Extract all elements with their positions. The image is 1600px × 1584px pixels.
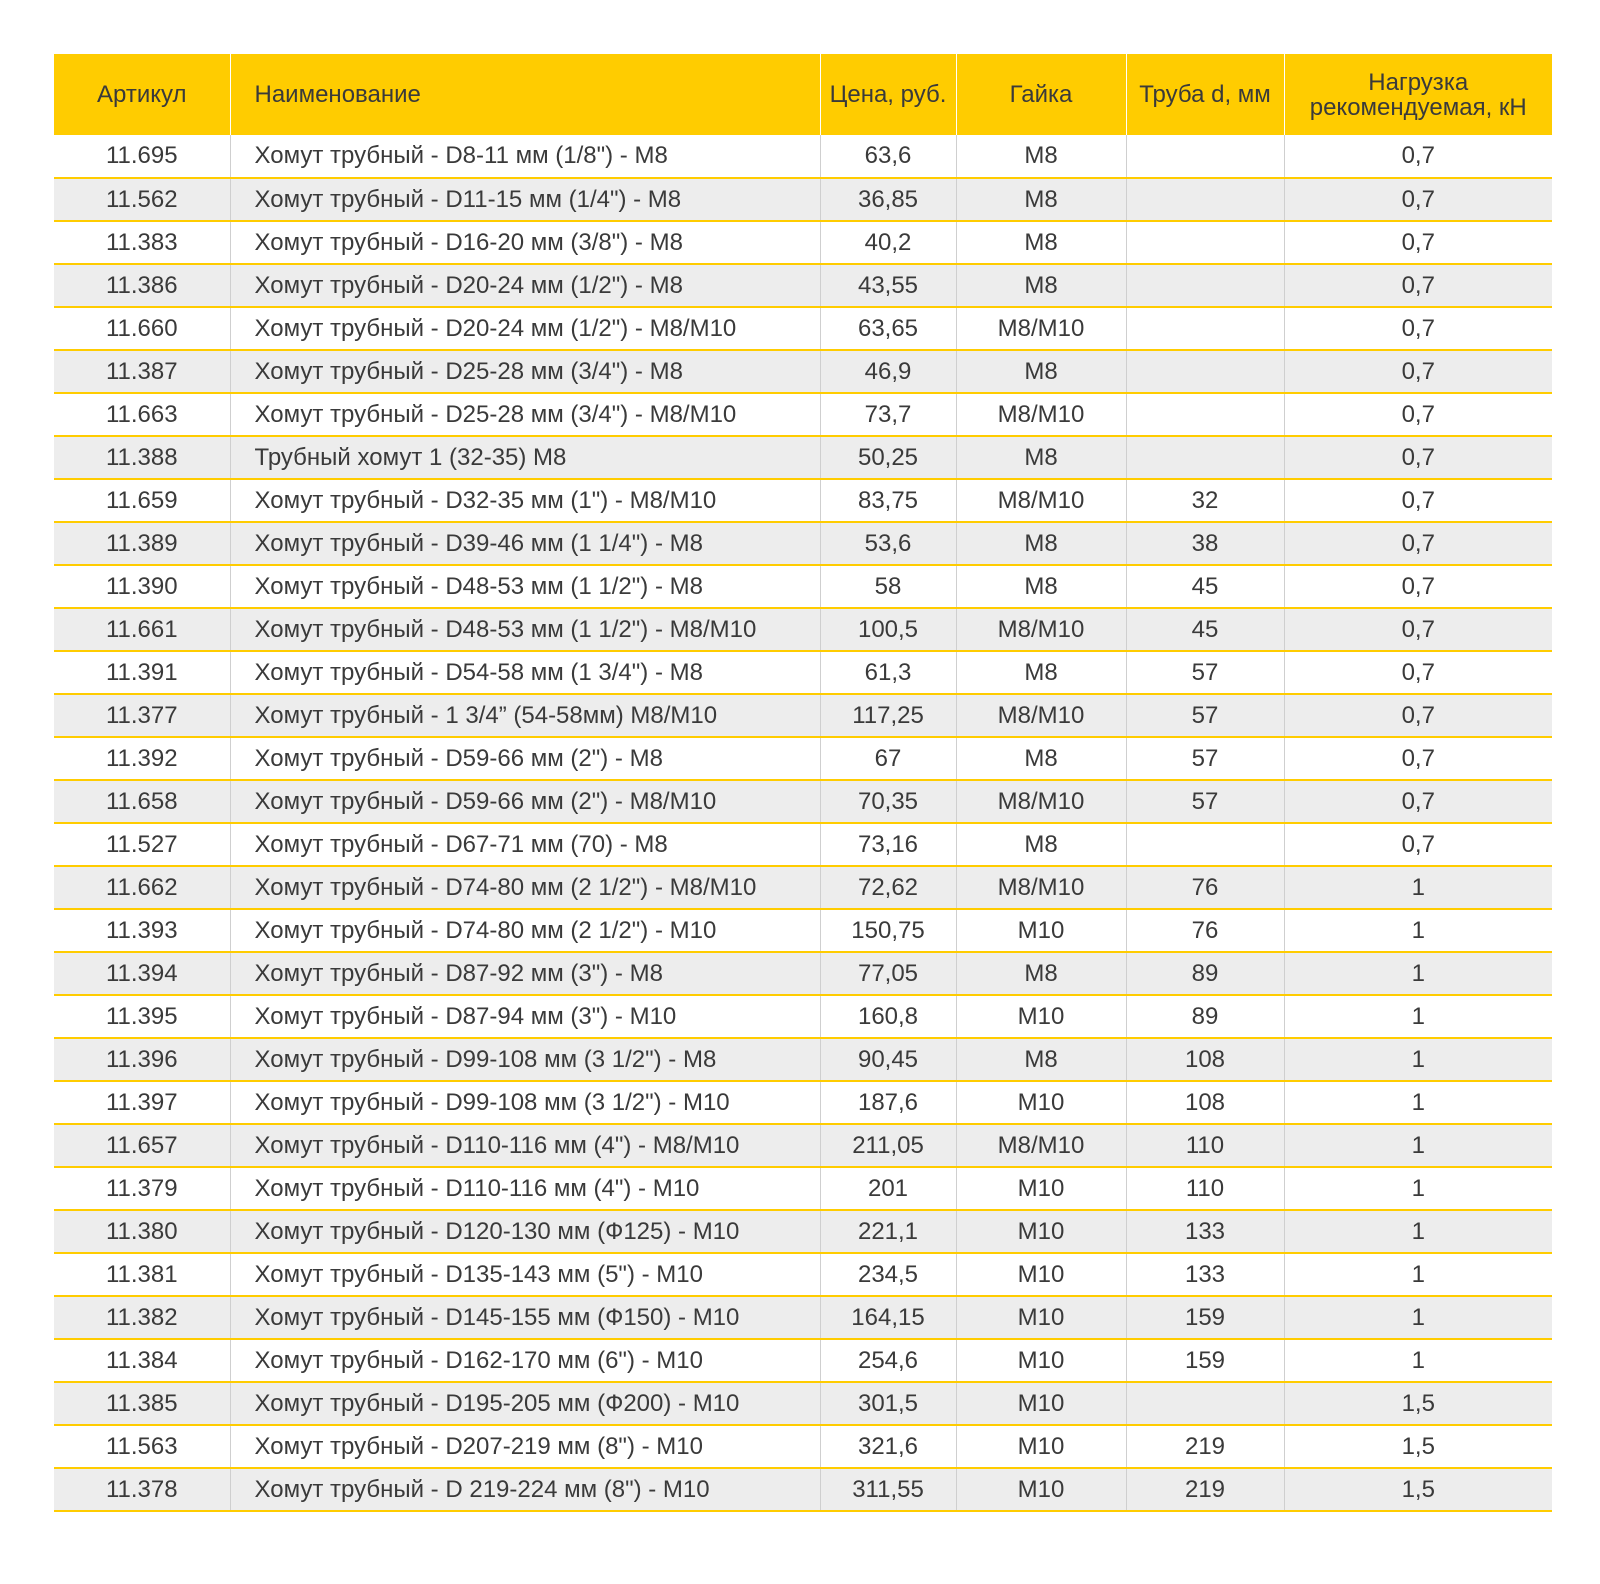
table-row: [54, 1167, 1552, 1210]
cell-article: 11.387: [54, 350, 230, 393]
cell-price: 301,5: [820, 1382, 956, 1425]
cell-pipe: 219: [1126, 1425, 1284, 1468]
cell-nut: М8/М10: [956, 307, 1126, 350]
cell-article: 11.661: [54, 608, 230, 651]
cell-article: 11.396: [54, 1038, 230, 1081]
cell-article: 11.385: [54, 1382, 230, 1425]
cell-name: Хомут трубный - D74-80 мм (2 1/2") - М10: [230, 909, 820, 952]
cell-pipe: 219: [1126, 1468, 1284, 1511]
cell-load: 1,5: [1284, 1468, 1552, 1511]
table-row: [54, 178, 1552, 221]
cell-load: 0,7: [1284, 350, 1552, 393]
cell-price: 58: [820, 565, 956, 608]
cell-pipe: 57: [1126, 694, 1284, 737]
cell-pipe: 133: [1126, 1210, 1284, 1253]
cell-price: 211,05: [820, 1124, 956, 1167]
cell-nut: М10: [956, 1253, 1126, 1296]
cell-price: 73,7: [820, 393, 956, 436]
cell-price: 72,62: [820, 866, 956, 909]
cell-load: 0,7: [1284, 694, 1552, 737]
cell-nut: М8: [956, 952, 1126, 995]
cell-nut: М8/М10: [956, 479, 1126, 522]
cell-article: 11.378: [54, 1468, 230, 1511]
cell-pipe: 108: [1126, 1081, 1284, 1124]
cell-price: 73,16: [820, 823, 956, 866]
cell-nut: М10: [956, 1382, 1126, 1425]
table-row: [54, 1210, 1552, 1253]
cell-nut: М8/М10: [956, 608, 1126, 651]
table-row: [54, 479, 1552, 522]
table-row: [54, 1253, 1552, 1296]
cell-name: Хомут трубный - D74-80 мм (2 1/2") - М8/М10: [230, 866, 820, 909]
cell-article: 11.695: [54, 135, 230, 178]
cell-pipe: [1126, 178, 1284, 221]
cell-article: 11.659: [54, 479, 230, 522]
table-row: [54, 1038, 1552, 1081]
cell-load: 1: [1284, 1124, 1552, 1167]
cell-pipe: [1126, 436, 1284, 479]
cell-name: Хомут трубный - 1 3/4” (54-58мм) М8/М10: [230, 694, 820, 737]
cell-pipe: 57: [1126, 780, 1284, 823]
table-header: [54, 54, 1552, 135]
cell-name: Хомут трубный - D59-66 мм (2") - М8/М10: [230, 780, 820, 823]
table-row: [54, 737, 1552, 780]
cell-load: 1: [1284, 1167, 1552, 1210]
cell-article: 11.562: [54, 178, 230, 221]
cell-article: 11.393: [54, 909, 230, 952]
cell-load: 0,7: [1284, 393, 1552, 436]
cell-nut: М8: [956, 264, 1126, 307]
header-row: [54, 54, 1552, 135]
cell-article: 11.379: [54, 1167, 230, 1210]
column-header-article: Артикул: [54, 54, 230, 135]
cell-pipe: 110: [1126, 1124, 1284, 1167]
cell-article: 11.380: [54, 1210, 230, 1253]
cell-name: Хомут трубный - D207-219 мм (8") - М10: [230, 1425, 820, 1468]
cell-pipe: 159: [1126, 1339, 1284, 1382]
table-row: [54, 393, 1552, 436]
cell-price: 77,05: [820, 952, 956, 995]
table-row: [54, 952, 1552, 995]
cell-price: 36,85: [820, 178, 956, 221]
cell-price: 234,5: [820, 1253, 956, 1296]
table-row: [54, 1425, 1552, 1468]
cell-pipe: [1126, 1382, 1284, 1425]
cell-load: 0,7: [1284, 780, 1552, 823]
cell-load: 0,7: [1284, 737, 1552, 780]
cell-nut: М10: [956, 1296, 1126, 1339]
cell-load: 1: [1284, 1038, 1552, 1081]
cell-price: 53,6: [820, 522, 956, 565]
cell-nut: М10: [956, 1081, 1126, 1124]
table-row: [54, 1339, 1552, 1382]
column-header-price: Цена, руб.: [820, 54, 956, 135]
cell-nut: М10: [956, 1468, 1126, 1511]
cell-name: Хомут трубный - D99-108 мм (3 1/2") - М8: [230, 1038, 820, 1081]
table-row: [54, 1124, 1552, 1167]
table-row: [54, 565, 1552, 608]
cell-name: Хомут трубный - D110-116 мм (4") - М8/М10: [230, 1124, 820, 1167]
cell-load: 0,7: [1284, 436, 1552, 479]
cell-article: 11.389: [54, 522, 230, 565]
column-header-pipe: Труба d, мм: [1126, 54, 1284, 135]
cell-nut: М8: [956, 651, 1126, 694]
price-table-container: [54, 54, 1552, 1512]
cell-nut: М8/М10: [956, 393, 1126, 436]
cell-pipe: [1126, 823, 1284, 866]
cell-nut: М10: [956, 1210, 1126, 1253]
cell-article: 11.381: [54, 1253, 230, 1296]
cell-pipe: 45: [1126, 608, 1284, 651]
cell-name: Хомут трубный - D 219-224 мм (8") - М10: [230, 1468, 820, 1511]
cell-price: 63,6: [820, 135, 956, 178]
cell-price: 321,6: [820, 1425, 956, 1468]
cell-name: Хомут трубный - D67-71 мм (70) - М8: [230, 823, 820, 866]
price-table: [54, 54, 1552, 1512]
cell-nut: М8/М10: [956, 866, 1126, 909]
cell-price: 164,15: [820, 1296, 956, 1339]
cell-load: 1: [1284, 1296, 1552, 1339]
cell-price: 61,3: [820, 651, 956, 694]
cell-name: Хомут трубный - D16-20 мм (3/8") - М8: [230, 221, 820, 264]
cell-pipe: 76: [1126, 909, 1284, 952]
cell-name: Хомут трубный - D20-24 мм (1/2") - М8: [230, 264, 820, 307]
cell-nut: М8: [956, 823, 1126, 866]
table-row: [54, 909, 1552, 952]
cell-name: Хомут трубный - D120-130 мм (Ф125) - М10: [230, 1210, 820, 1253]
cell-pipe: 89: [1126, 995, 1284, 1038]
cell-name: Хомут трубный - D11-15 мм (1/4") - М8: [230, 178, 820, 221]
cell-price: 187,6: [820, 1081, 956, 1124]
cell-pipe: 32: [1126, 479, 1284, 522]
cell-load: 0,7: [1284, 522, 1552, 565]
cell-price: 46,9: [820, 350, 956, 393]
table-row: [54, 436, 1552, 479]
column-header-load: Нагрузка рекомендуемая, кН: [1284, 54, 1552, 135]
table-row: [54, 608, 1552, 651]
cell-nut: М8/М10: [956, 694, 1126, 737]
cell-article: 11.397: [54, 1081, 230, 1124]
cell-nut: М10: [956, 1167, 1126, 1210]
cell-pipe: [1126, 393, 1284, 436]
cell-price: 43,55: [820, 264, 956, 307]
column-header-nut: Гайка: [956, 54, 1126, 135]
cell-article: 11.657: [54, 1124, 230, 1167]
cell-price: 83,75: [820, 479, 956, 522]
cell-pipe: 45: [1126, 565, 1284, 608]
cell-load: 0,7: [1284, 135, 1552, 178]
cell-load: 1,5: [1284, 1425, 1552, 1468]
cell-load: 1: [1284, 1210, 1552, 1253]
cell-article: 11.394: [54, 952, 230, 995]
cell-name: Хомут трубный - D8-11 мм (1/8") - М8: [230, 135, 820, 178]
cell-name: Хомут трубный - D32-35 мм (1") - М8/М10: [230, 479, 820, 522]
cell-load: 0,7: [1284, 264, 1552, 307]
table-row: [54, 1081, 1552, 1124]
cell-pipe: 110: [1126, 1167, 1284, 1210]
cell-load: 1: [1284, 909, 1552, 952]
table-row: [54, 780, 1552, 823]
cell-article: 11.390: [54, 565, 230, 608]
cell-price: 150,75: [820, 909, 956, 952]
cell-price: 63,65: [820, 307, 956, 350]
cell-name: Хомут трубный - D145-155 мм (Ф150) - М10: [230, 1296, 820, 1339]
table-row: [54, 135, 1552, 178]
cell-load: 0,7: [1284, 221, 1552, 264]
cell-nut: М8: [956, 350, 1126, 393]
cell-pipe: [1126, 135, 1284, 178]
table-row: [54, 221, 1552, 264]
cell-nut: М8: [956, 565, 1126, 608]
cell-nut: М8: [956, 737, 1126, 780]
cell-article: 11.386: [54, 264, 230, 307]
cell-load: 1: [1284, 866, 1552, 909]
cell-pipe: 108: [1126, 1038, 1284, 1081]
cell-article: 11.527: [54, 823, 230, 866]
table-row: [54, 264, 1552, 307]
cell-name: Хомут трубный - D162-170 мм (6") - М10: [230, 1339, 820, 1382]
cell-nut: М10: [956, 909, 1126, 952]
cell-name: Хомут трубный - D99-108 мм (3 1/2") - М10: [230, 1081, 820, 1124]
table-row: [54, 1468, 1552, 1511]
cell-name: Хомут трубный - D48-53 мм (1 1/2") - М8/М10: [230, 608, 820, 651]
cell-price: 90,45: [820, 1038, 956, 1081]
cell-name: Трубный хомут 1 (32-35) М8: [230, 436, 820, 479]
cell-price: 50,25: [820, 436, 956, 479]
cell-load: 1: [1284, 1253, 1552, 1296]
cell-name: Хомут трубный - D110-116 мм (4") - М10: [230, 1167, 820, 1210]
cell-nut: М8/М10: [956, 1124, 1126, 1167]
cell-load: 0,7: [1284, 479, 1552, 522]
cell-article: 11.388: [54, 436, 230, 479]
cell-load: 0,7: [1284, 823, 1552, 866]
cell-article: 11.382: [54, 1296, 230, 1339]
cell-article: 11.662: [54, 866, 230, 909]
cell-article: 11.383: [54, 221, 230, 264]
cell-pipe: 57: [1126, 651, 1284, 694]
cell-load: 1: [1284, 952, 1552, 995]
cell-load: 1: [1284, 1081, 1552, 1124]
cell-load: 0,7: [1284, 178, 1552, 221]
table-row: [54, 651, 1552, 694]
cell-pipe: 57: [1126, 737, 1284, 780]
cell-name: Хомут трубный - D87-92 мм (3") - М8: [230, 952, 820, 995]
cell-price: 100,5: [820, 608, 956, 651]
cell-nut: М10: [956, 1425, 1126, 1468]
cell-price: 160,8: [820, 995, 956, 1038]
cell-load: 0,7: [1284, 608, 1552, 651]
cell-price: 254,6: [820, 1339, 956, 1382]
cell-name: Хомут трубный - D59-66 мм (2") - М8: [230, 737, 820, 780]
cell-pipe: 76: [1126, 866, 1284, 909]
cell-nut: М10: [956, 995, 1126, 1038]
cell-nut: М8: [956, 221, 1126, 264]
cell-pipe: 89: [1126, 952, 1284, 995]
table-row: [54, 522, 1552, 565]
cell-article: 11.391: [54, 651, 230, 694]
cell-price: 40,2: [820, 221, 956, 264]
cell-nut: М8: [956, 436, 1126, 479]
cell-nut: М8: [956, 1038, 1126, 1081]
cell-nut: М10: [956, 1339, 1126, 1382]
cell-name: Хомут трубный - D20-24 мм (1/2") - М8/М10: [230, 307, 820, 350]
cell-price: 67: [820, 737, 956, 780]
cell-article: 11.563: [54, 1425, 230, 1468]
cell-article: 11.395: [54, 995, 230, 1038]
table-row: [54, 694, 1552, 737]
cell-load: 1: [1284, 1339, 1552, 1382]
cell-price: 221,1: [820, 1210, 956, 1253]
cell-name: Хомут трубный - D48-53 мм (1 1/2") - М8: [230, 565, 820, 608]
cell-article: 11.392: [54, 737, 230, 780]
cell-article: 11.663: [54, 393, 230, 436]
table-row: [54, 307, 1552, 350]
cell-nut: М8: [956, 135, 1126, 178]
cell-article: 11.384: [54, 1339, 230, 1382]
cell-pipe: 133: [1126, 1253, 1284, 1296]
cell-pipe: [1126, 307, 1284, 350]
table-row: [54, 350, 1552, 393]
cell-pipe: [1126, 221, 1284, 264]
cell-pipe: [1126, 350, 1284, 393]
cell-name: Хомут трубный - D39-46 мм (1 1/4") - М8: [230, 522, 820, 565]
table-row: [54, 866, 1552, 909]
cell-pipe: 159: [1126, 1296, 1284, 1339]
cell-price: 311,55: [820, 1468, 956, 1511]
cell-pipe: [1126, 264, 1284, 307]
cell-name: Хомут трубный - D25-28 мм (3/4") - М8/М10: [230, 393, 820, 436]
cell-price: 117,25: [820, 694, 956, 737]
column-header-name: Наименование: [230, 54, 820, 135]
table-row: [54, 995, 1552, 1038]
cell-price: 201: [820, 1167, 956, 1210]
table-row: [54, 823, 1552, 866]
cell-nut: М8: [956, 522, 1126, 565]
cell-name: Хомут трубный - D87-94 мм (3") - М10: [230, 995, 820, 1038]
cell-article: 11.658: [54, 780, 230, 823]
cell-load: 0,7: [1284, 307, 1552, 350]
cell-name: Хомут трубный - D135-143 мм (5") - М10: [230, 1253, 820, 1296]
cell-nut: М8/М10: [956, 780, 1126, 823]
cell-article: 11.377: [54, 694, 230, 737]
cell-load: 0,7: [1284, 565, 1552, 608]
cell-article: 11.660: [54, 307, 230, 350]
table-row: [54, 1382, 1552, 1425]
cell-name: Хомут трубный - D195-205 мм (Ф200) - М10: [230, 1382, 820, 1425]
table-row: [54, 1296, 1552, 1339]
cell-nut: М8: [956, 178, 1126, 221]
cell-price: 70,35: [820, 780, 956, 823]
cell-load: 0,7: [1284, 651, 1552, 694]
cell-name: Хомут трубный - D25-28 мм (3/4") - М8: [230, 350, 820, 393]
cell-pipe: 38: [1126, 522, 1284, 565]
cell-load: 1: [1284, 995, 1552, 1038]
cell-load: 1,5: [1284, 1382, 1552, 1425]
table-body: [54, 135, 1552, 1511]
cell-name: Хомут трубный - D54-58 мм (1 3/4") - М8: [230, 651, 820, 694]
